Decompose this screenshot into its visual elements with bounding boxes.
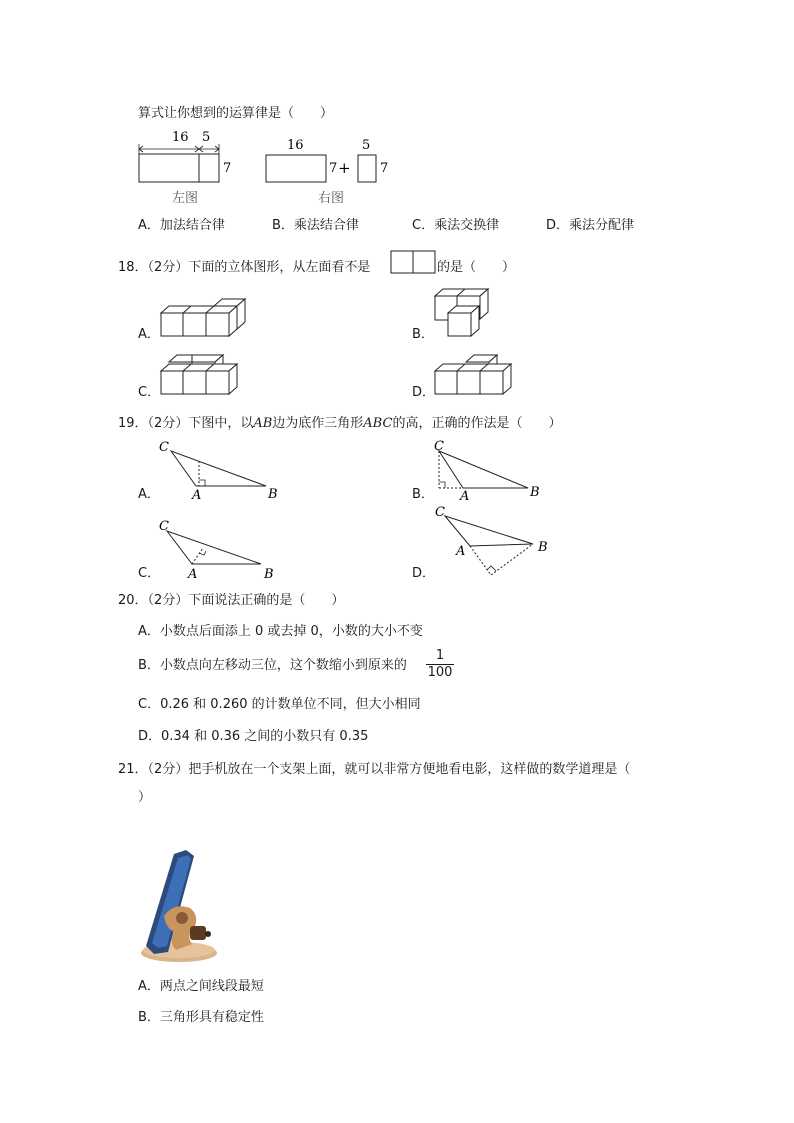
q17-option-b[interactable]: B．乘法结合律	[272, 218, 359, 233]
q18-side-view-icon	[390, 250, 436, 274]
q19-triangle-a	[156, 436, 286, 503]
q18-cube-figure-b	[434, 288, 490, 338]
q19-option-c[interactable]: C．	[138, 566, 161, 581]
q19-stem	[118, 416, 561, 432]
q18-option-c[interactable]: C．	[138, 385, 161, 400]
vertex-c: C	[159, 519, 169, 534]
q21-stem-line1: 21．（2分）把手机放在一个支架上面，就可以非常方便地看电影，这样做的数学道理是（	[118, 762, 631, 777]
q20-option-b[interactable]: B．小数点向左移动三位，这个数缩小到原来的	[138, 658, 407, 673]
q17-option-a[interactable]: A．加法结合律	[138, 218, 225, 233]
vertex-b: B	[268, 487, 278, 502]
label-5: 5	[202, 130, 211, 145]
q20-option-a[interactable]: A．小数点后面添上 0 或去掉 0，小数的大小不变	[138, 624, 423, 639]
vertex-b: B	[538, 540, 548, 555]
vertex-c: C	[159, 440, 169, 455]
vertex-b: B	[264, 567, 274, 582]
q18-cube-figure-c	[160, 354, 240, 398]
vertex-a: A	[192, 488, 202, 503]
vertex-a: A	[460, 489, 470, 504]
q18-cube-figure-a	[160, 298, 246, 338]
q19-stem-suffix: 的高，正确的作法是（ ）	[392, 416, 562, 431]
q20-option-d[interactable]: D．0.34 和 0.36 之间的小数只有 0.35	[138, 729, 369, 744]
q18-option-b[interactable]: B．	[412, 327, 434, 342]
q17-option-d[interactable]: D．乘法分配律	[546, 218, 635, 233]
q20-fraction	[426, 648, 454, 681]
q20-stem: 20．（2分）下面说法正确的是（ ）	[118, 593, 345, 608]
q18-option-d[interactable]: D．	[412, 385, 436, 400]
q21-stem-line2: ）	[138, 790, 152, 805]
vertex-b: B	[530, 485, 540, 500]
vertex-a: A	[456, 544, 466, 559]
q19-option-a[interactable]: A．	[138, 487, 160, 502]
label-7a: 7	[329, 161, 338, 176]
q18-stem-suffix: 的是（ ）	[437, 260, 516, 275]
label-16: 16	[172, 130, 189, 145]
fraction-denominator: 100	[427, 665, 453, 680]
q19-triangle-b	[428, 436, 568, 504]
label-5: 5	[362, 138, 371, 153]
q17-stem: 算式让你想到的运算律是（ ）	[138, 106, 334, 121]
vertex-c: C	[434, 439, 444, 454]
q19-option-d[interactable]: D．	[412, 566, 436, 581]
q17-option-c[interactable]: C．乘法交换律	[412, 218, 500, 233]
q19-stem-prefix: 19．（2分）下图中，以	[118, 416, 254, 431]
q18-option-a[interactable]: A．	[138, 327, 160, 342]
q17-figure-left	[132, 128, 242, 208]
phone-stand-photo	[134, 846, 224, 966]
q19-stem-abc: ABC	[363, 416, 393, 431]
caption-left: 左图	[172, 191, 199, 206]
q21-option-b[interactable]: B．三角形具有稳定性	[138, 1010, 264, 1025]
label-7: 7	[223, 161, 232, 176]
q19-triangle-d	[430, 504, 570, 576]
caption-right: 右图	[318, 191, 345, 206]
vertex-a: A	[188, 567, 198, 582]
q18-cube-figure-d	[434, 354, 514, 398]
label-16: 16	[287, 138, 304, 153]
q19-option-b[interactable]: B．	[412, 487, 434, 502]
q17-figure-right	[262, 128, 402, 208]
vertex-c: C	[435, 505, 445, 520]
q20-option-c[interactable]: C．0.26 和 0.260 的计数单位不同，但大小相同	[138, 697, 421, 712]
q19-stem-ab: AB	[253, 416, 273, 431]
label-7b: 7	[380, 161, 389, 176]
q21-option-a[interactable]: A．两点之间线段最短	[138, 979, 264, 994]
plus-sign: +	[338, 159, 351, 177]
fraction-numerator: 1	[435, 648, 445, 663]
q18-stem-prefix: 18．（2分）下面的立体图形，从左面看不是	[118, 260, 371, 275]
q19-stem-mid: 边为底作三角形	[272, 416, 364, 431]
q19-triangle-c	[156, 516, 286, 580]
